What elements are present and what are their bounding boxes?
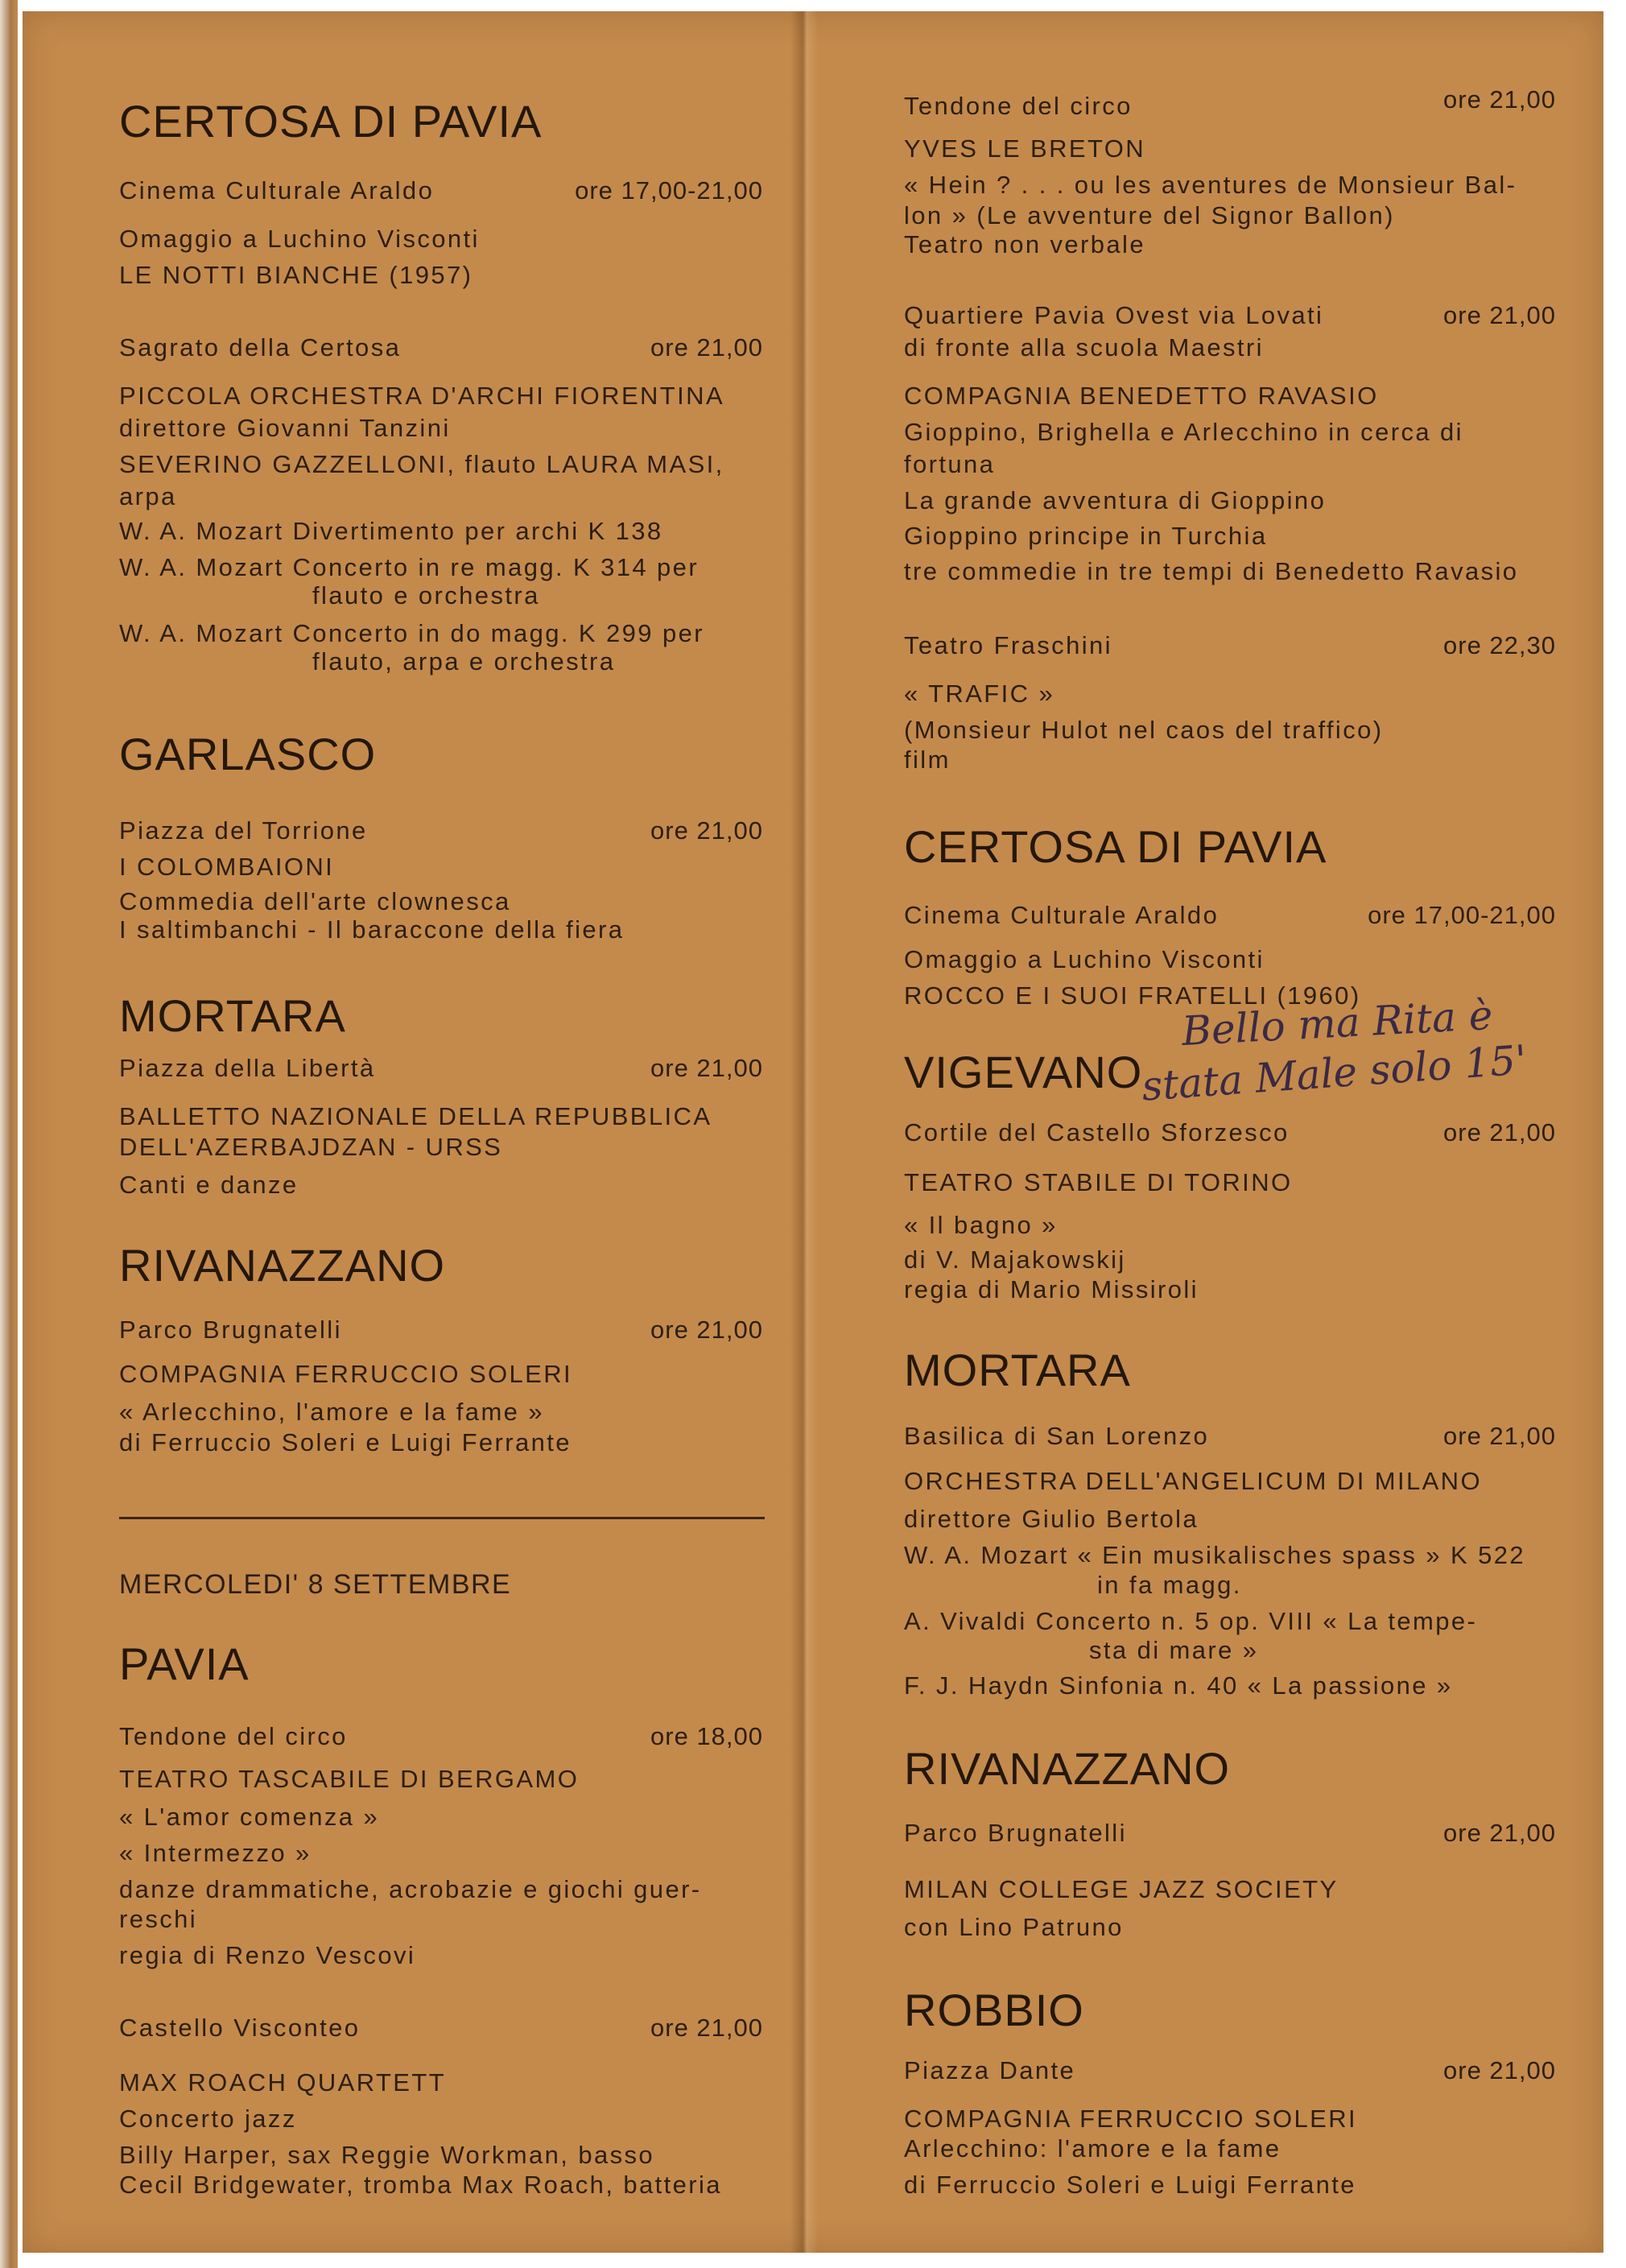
section-heading: VIGEVANO bbox=[904, 1047, 1143, 1097]
event-row bbox=[904, 301, 1556, 333]
venue: Cinema Culturale Araldo bbox=[119, 176, 435, 204]
event-time: ore 21,00 bbox=[650, 1054, 763, 1082]
text-line: Arlecchino: l'amore e la fame bbox=[904, 2134, 1281, 2163]
venue: Tendone del circo bbox=[904, 92, 1133, 120]
section-heading: RIVANAZZANO bbox=[904, 1743, 1231, 1794]
event-time: ore 21,00 bbox=[1443, 301, 1556, 329]
text-line: F. J. Haydn Sinfonia n. 40 « La passione » bbox=[904, 1671, 1453, 1700]
text-line: MAX ROACH QUARTETT bbox=[119, 2068, 447, 2097]
event-time: ore 21,00 bbox=[650, 1316, 763, 1344]
section-heading: PAVIA bbox=[119, 1638, 250, 1689]
text-line: TEATRO STABILE DI TORINO bbox=[904, 1168, 1293, 1196]
venue: Basilica di San Lorenzo bbox=[904, 1422, 1210, 1450]
text-line: PICCOLA ORCHESTRA D'ARCHI FIORENTINA bbox=[119, 382, 725, 410]
event-row bbox=[119, 176, 763, 209]
venue: Cinema Culturale Araldo bbox=[904, 901, 1220, 929]
text-line: ROCCO E I SUOI FRATELLI (1960) bbox=[904, 981, 1361, 1010]
event-time: ore 21,00 bbox=[650, 333, 763, 361]
event-time: ore 21,00 bbox=[1443, 2056, 1556, 2084]
text-line: fortuna bbox=[904, 450, 996, 478]
handwritten-note: Bello ma Rita è bbox=[1180, 991, 1494, 1056]
text-line: in fa magg. bbox=[1097, 1571, 1242, 1599]
text-line: Billy Harper, sax Reggie Workman, basso bbox=[119, 2141, 655, 2169]
text-line: TEATRO TASCABILE DI BERGAMO bbox=[119, 1765, 580, 1793]
event-time: ore 21,00 bbox=[1443, 1118, 1556, 1146]
event-row bbox=[119, 1054, 763, 1086]
text-line: ORCHESTRA DELL'ANGELICUM DI MILANO bbox=[904, 1467, 1482, 1495]
section-heading: RIVANAZZANO bbox=[119, 1240, 446, 1291]
text-line: flauto e orchestra bbox=[312, 581, 540, 609]
text-line: LE NOTTI BIANCHE (1957) bbox=[119, 261, 473, 289]
event-time: ore 21,00 bbox=[1443, 1819, 1556, 1847]
event-time: ore 22,30 bbox=[1443, 631, 1556, 659]
event-row bbox=[119, 1722, 763, 1754]
text-line: A. Vivaldi Concerto n. 5 op. VIII « La tempe- bbox=[904, 1607, 1478, 1635]
event-row bbox=[904, 901, 1556, 933]
event-row bbox=[119, 816, 763, 849]
text-line: Canti e danze bbox=[119, 1171, 299, 1199]
text-line: BALLETTO NAZIONALE DELLA REPUBBLICA bbox=[119, 1102, 712, 1130]
text-line: « Intermezzo » bbox=[119, 1839, 312, 1867]
section-heading: MORTARA bbox=[119, 990, 346, 1041]
text-line: reschi bbox=[119, 1905, 198, 1933]
text-line: COMPAGNIA BENEDETTO RAVASIO bbox=[904, 382, 1379, 410]
text-line: I saltimbanchi - Il baraccone della fiera bbox=[119, 915, 625, 944]
venue: Parco Brugnatelli bbox=[119, 1316, 342, 1344]
venue: Castello Visconteo bbox=[119, 2014, 361, 2042]
event-row bbox=[119, 333, 763, 366]
page-fold bbox=[790, 11, 818, 2253]
event-time: ore 17,00-21,00 bbox=[1368, 901, 1556, 929]
venue: Parco Brugnatelli bbox=[904, 1819, 1127, 1847]
text-line: SEVERINO GAZZELLONI, flauto LAURA MASI, bbox=[119, 450, 724, 478]
event-time: ore 21,00 bbox=[650, 2014, 763, 2042]
venue: Quartiere Pavia Ovest via Lovati bbox=[904, 301, 1324, 329]
text-line: tre commedie in tre tempi di Benedetto Ravasio bbox=[904, 557, 1519, 585]
event-row bbox=[904, 631, 1556, 663]
text-line: Teatro non verbale bbox=[904, 230, 1145, 258]
event-row bbox=[904, 1819, 1556, 1851]
event-time: ore 21,00 bbox=[1443, 1422, 1556, 1450]
text-line: W. A. Mozart Concerto in re magg. K 314 per bbox=[119, 553, 700, 581]
right-column bbox=[904, 11, 1556, 2253]
text-line: regia di Renzo Vescovi bbox=[119, 1941, 416, 1969]
text-line: di Ferruccio Soleri e Luigi Ferrante bbox=[119, 1428, 572, 1456]
event-row bbox=[904, 2056, 1556, 2088]
section-heading: CERTOSA DI PAVIA bbox=[904, 821, 1327, 872]
text-line: « Il bagno » bbox=[904, 1211, 1058, 1239]
text-line: con Lino Patruno bbox=[904, 1913, 1124, 1941]
venue: Sagrato della Certosa bbox=[119, 333, 402, 361]
text-line: Commedia dell'arte clownesca bbox=[119, 887, 511, 915]
date-heading: MERCOLEDI' 8 SETTEMBRE bbox=[119, 1569, 512, 1600]
text-line: sta di mare » bbox=[1089, 1636, 1259, 1664]
text-line: La grande avventura di Gioppino bbox=[904, 486, 1327, 514]
text-line: COMPAGNIA FERRUCCIO SOLERI bbox=[119, 1360, 573, 1388]
divider-rule bbox=[119, 1517, 765, 1519]
text-line: danze drammatiche, acrobazie e giochi guer- bbox=[119, 1875, 702, 1903]
text-line: di Ferruccio Soleri e Luigi Ferrante bbox=[904, 2171, 1356, 2199]
text-line: Gioppino, Brighella e Arlecchino in cerca di bbox=[904, 418, 1463, 446]
text-line: DELL'AZERBAJDZAN - URSS bbox=[119, 1133, 503, 1161]
event-row bbox=[119, 1316, 763, 1348]
event-time: ore 17,00-21,00 bbox=[575, 176, 763, 204]
text-line: Omaggio a Luchino Visconti bbox=[119, 225, 480, 253]
text-line: arpa bbox=[119, 482, 177, 510]
handwritten-note: stata Male solo 15' bbox=[1140, 1036, 1529, 1110]
text-line: film bbox=[904, 746, 951, 774]
text-line: MILAN COLLEGE JAZZ SOCIETY bbox=[904, 1875, 1339, 1903]
text-line: W. A. Mozart Divertimento per archi K 138 bbox=[119, 517, 663, 545]
text-line: W. A. Mozart « Ein musikalisches spass » K 522 bbox=[904, 1541, 1526, 1569]
text-line: Omaggio a Luchino Visconti bbox=[904, 945, 1265, 973]
event-row bbox=[904, 85, 1556, 124]
paper-edge bbox=[0, 0, 18, 2268]
text-line: Concerto jazz bbox=[119, 2105, 297, 2133]
event-time: ore 21,00 bbox=[650, 816, 763, 845]
event-row bbox=[904, 1422, 1556, 1454]
section-heading: CERTOSA DI PAVIA bbox=[119, 96, 543, 147]
text-line: flauto, arpa e orchestra bbox=[312, 647, 616, 675]
event-time: ore 21,00 bbox=[1443, 85, 1556, 114]
event-time: ore 18,00 bbox=[650, 1722, 763, 1750]
section-heading: MORTARA bbox=[904, 1345, 1131, 1395]
text-line: W. A. Mozart Concerto in do magg. K 299 per bbox=[119, 619, 704, 647]
venue: Piazza Dante bbox=[904, 2056, 1076, 2084]
left-column bbox=[119, 11, 763, 2253]
venue: Tendone del circo bbox=[119, 1722, 348, 1750]
text-line: « TRAFIC » bbox=[904, 680, 1055, 708]
section-heading: GARLASCO bbox=[119, 729, 377, 779]
text-line: Cecil Bridgewater, tromba Max Roach, batteria bbox=[119, 2171, 722, 2199]
text-line: direttore Giulio Bertola bbox=[904, 1505, 1199, 1533]
text-line: direttore Giovanni Tanzini bbox=[119, 414, 451, 442]
text-line: lon » (Le avventure del Signor Ballon) bbox=[904, 201, 1395, 229]
text-line: « Hein ? . . . ou les aventures de Monsieur Bal- bbox=[904, 171, 1517, 199]
text-line: « Arlecchino, l'amore e la fame » bbox=[119, 1398, 544, 1426]
text-line: regia di Mario Missiroli bbox=[904, 1275, 1199, 1303]
text-line: « L'amor comenza » bbox=[119, 1803, 380, 1831]
text-line: di fronte alla scuola Maestri bbox=[904, 333, 1264, 361]
venue: Teatro Fraschini bbox=[904, 631, 1112, 659]
event-row bbox=[119, 2014, 763, 2046]
text-line: YVES LE BRETON bbox=[904, 134, 1146, 163]
text-line: COMPAGNIA FERRUCCIO SOLERI bbox=[904, 2105, 1358, 2133]
text-line: Gioppino principe in Turchia bbox=[904, 522, 1268, 550]
text-line: I COLOMBAIONI bbox=[119, 853, 335, 881]
text-line: (Monsieur Hulot nel caos del traffico) bbox=[904, 716, 1384, 744]
venue: Cortile del Castello Sforzesco bbox=[904, 1118, 1290, 1146]
venue: Piazza della Libertà bbox=[119, 1054, 376, 1082]
section-heading: ROBBIO bbox=[904, 1985, 1084, 2035]
text-line: di V. Majakowskij bbox=[904, 1246, 1126, 1274]
event-row bbox=[904, 1118, 1556, 1151]
venue: Piazza del Torrione bbox=[119, 816, 368, 845]
